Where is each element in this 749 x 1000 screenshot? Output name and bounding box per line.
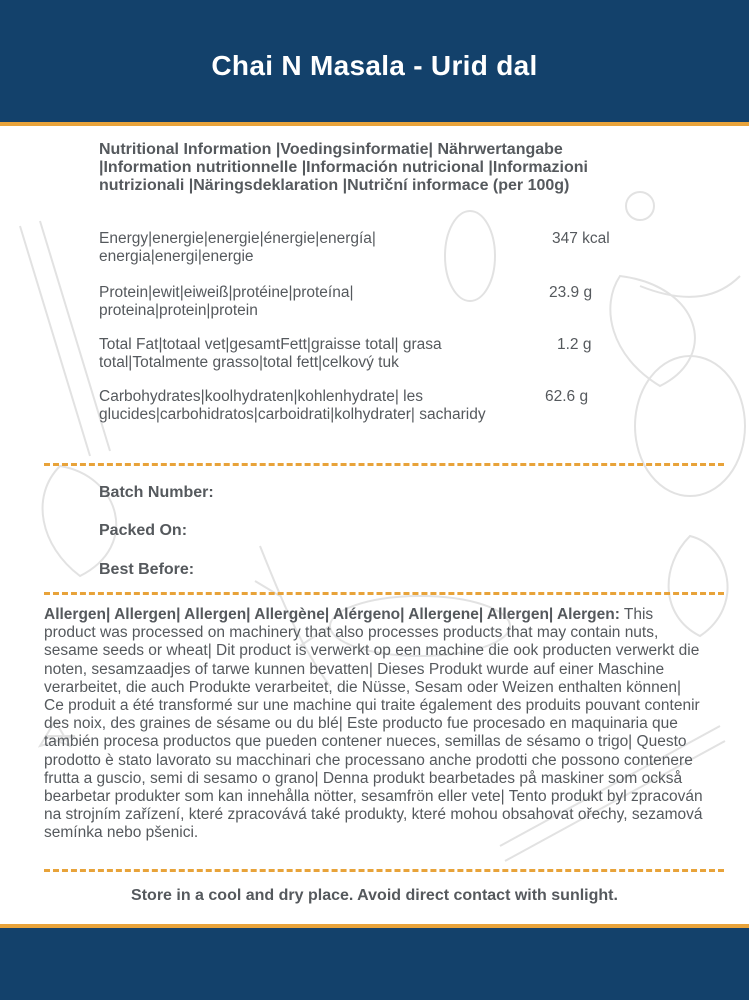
- leaf-doodle-2: [43, 466, 117, 576]
- nutrient-label: Carbohydrates|koolhydraten|kohlenhydrate| les glucides|carbohidratos|carboidrati|kolhydrater| sacharidy: [99, 388, 486, 423]
- divider-allergen: [44, 869, 724, 872]
- divider-meta: [44, 592, 724, 595]
- nutrient-value: 62.6 g: [545, 388, 589, 405]
- nutrient-label: Total Fat|totaal vet|gesamtFett|graisse total| grasa total|Totalmente grasso|total fett|celkový tuk: [99, 336, 442, 371]
- cinnamon-doodle: [20, 221, 110, 456]
- storage-instructions: Store in a cool and dry place. Avoid direct contact with sunlight.: [131, 887, 618, 904]
- nutrition-heading: Nutritional Information |Voedingsinformatie| Nährwertangabe |Information nutritionnelle |Información nutricional |Informazioni nutrizionali |Näringsdeklaration |Nutriční informace (per 100g): [99, 141, 588, 194]
- nutrient-value: 23.9 g: [549, 284, 593, 301]
- divider-nutrition: [44, 463, 724, 466]
- allergen-label: Allergen| Allergen| Allergen| Allergène| Alérgeno| Allergene| Allergen| Alergen:: [44, 606, 620, 623]
- best-before-label: Best Before:: [99, 561, 195, 578]
- product-title: Chai N Masala - Urid dal: [211, 50, 538, 81]
- nut-doodle: [635, 356, 745, 496]
- nutrient-value: 347 kcal: [552, 230, 610, 247]
- nutrient-label: Energy|energie|energie|énergie|energía| energia|energi|energie: [99, 230, 376, 265]
- leaf-doodle: [610, 276, 695, 386]
- packed-on-label: Packed On:: [99, 522, 188, 539]
- allergen-text: This product was processed on machinery that also processes products that may contain nuts, sesame seeds or wheat| Dit product is verwerkt op een machine die ook producten verwerkt die noten, sesamzaadjes of tarwe kunnen bevatten| Dieses Produkt wurde auf einer Maschine verarbeitet, die auch Produkte verarbeitet, die Nüsse, Sesam oder Weizen enthalten können| Ce produit a été transformé sur une machine qui traite également des produits pouvant contenir des noix, des graines de sésame ou du blé| Este producto fue procesado en maquinaria que también procesa productos que pueden contener nueces, semillas de sésamo o trigo| Questo prodotto è stato lavorato su macchinari che processano anche prodotti che possono contenere frutta a guscio, semi di sesamo o grano| Denna produkt bearbetades på maskiner som också bearbetar produkter som kan innehålla nötter, sesamfrön eller vete| Tento produkt byl zpracován na strojním zařízení, které zpracovává také produkty, které mohou obsahovat ořechy, sezamová semínka nebo pšenici.: [44, 606, 703, 842]
- footer-band: [0, 928, 749, 1000]
- nutrient-value: 1.2 g: [557, 336, 592, 353]
- pepper-doodle: [626, 192, 654, 220]
- nutrient-label: Protein|ewit|eiweiß|protéine|proteína| proteina|protein|protein: [99, 284, 354, 319]
- allergen-statement: [44, 606, 704, 843]
- batch-number-label: Batch Number:: [99, 484, 214, 501]
